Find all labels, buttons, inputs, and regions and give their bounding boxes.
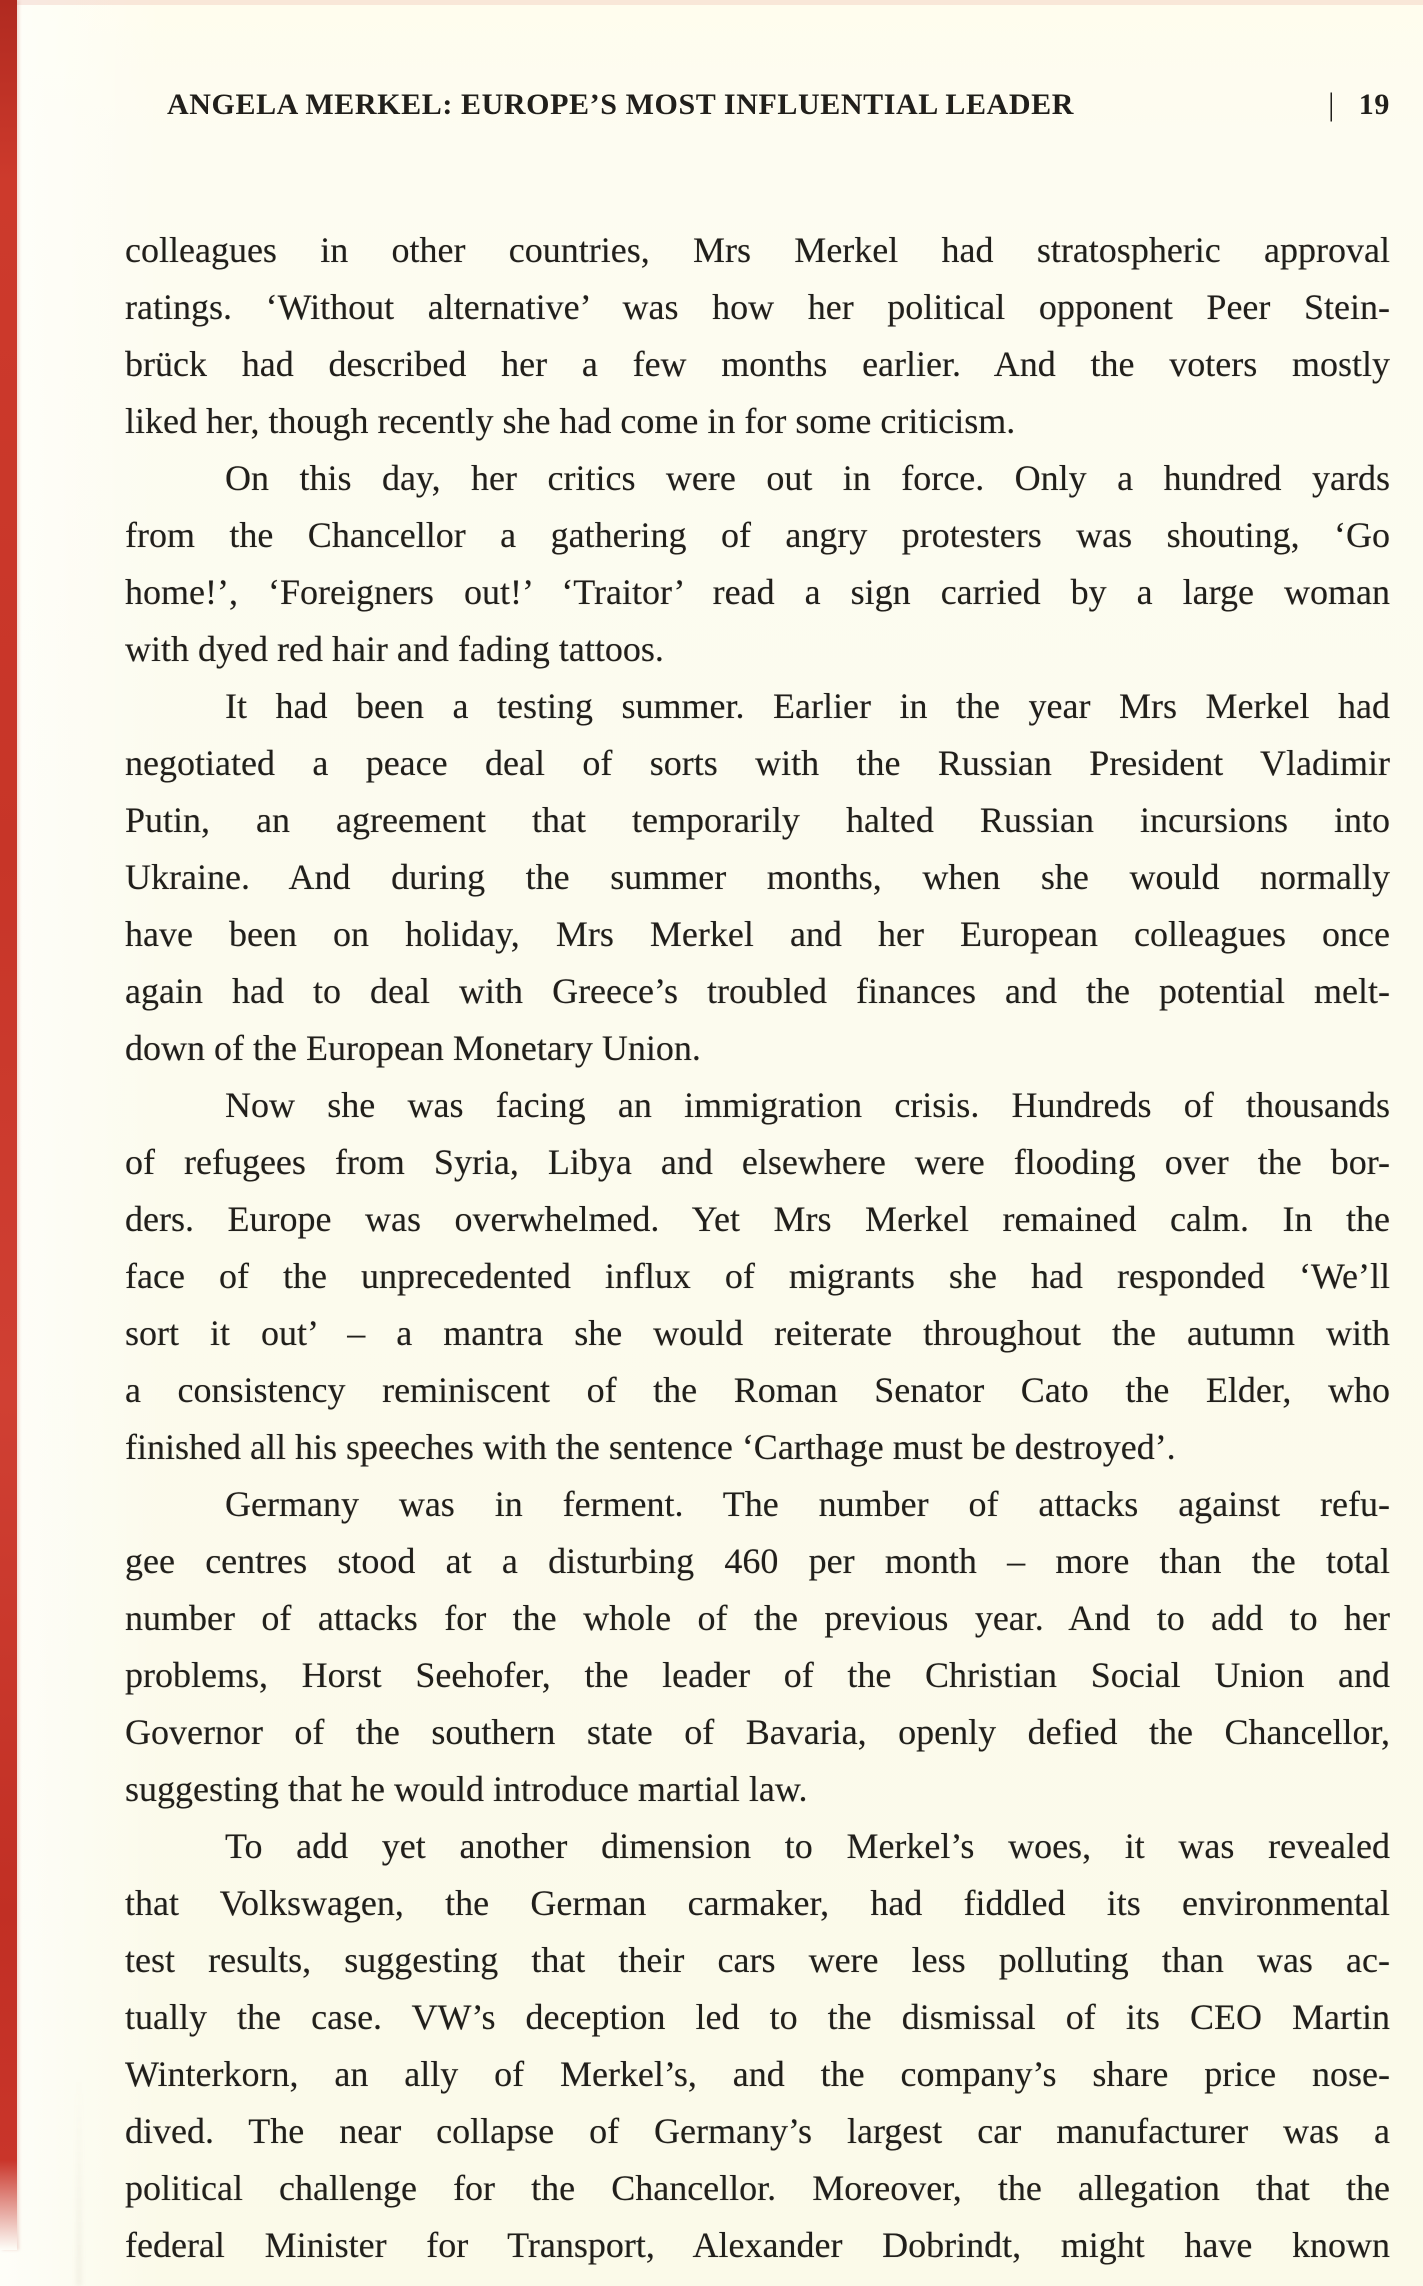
text-line: colleagues in other countries, Mrs Merkel had stratospheric approval (125, 230, 1390, 270)
text-line: To add yet another dimension to Merkel’s woes, it was revealed (225, 1826, 1390, 1866)
page-number-group (1328, 86, 1390, 124)
running-header-title: ANGELA MERKEL: EUROPE’S MOST INFLUENTIAL LEADER (167, 88, 1074, 121)
text-line: sort it out’ – a mantra she would reiterate throughout the autumn with (125, 1313, 1390, 1353)
page-body (125, 222, 1390, 2274)
text-line: home!’, ‘Foreigners out!’ ‘Traitor’ read a sign carried by a large woman (125, 572, 1390, 612)
text-line: tually the case. VW’s deception led to the dismissal of its CEO Martin (125, 1997, 1390, 2037)
text-line: dived. The near collapse of Germany’s largest car manufacturer was a (125, 2111, 1390, 2151)
running-header (125, 86, 1390, 124)
text-line: Winterkorn, an ally of Merkel’s, and the company’s share price nose- (125, 2054, 1390, 2094)
text-line: gee centres stood at a disturbing 460 per month – more than the total (125, 1541, 1390, 1581)
header-separator: | (1328, 87, 1335, 122)
text-line: problems, Horst Seehofer, the leader of the Christian Social Union and (125, 1655, 1390, 1695)
text-line: On this day, her critics were out in force. Only a hundred yards (225, 458, 1390, 498)
text-line: that Volkswagen, the German carmaker, had fiddled its environmental (125, 1883, 1390, 1923)
text-line: ratings. ‘Without alternative’ was how her political opponent Peer Stein- (125, 287, 1390, 327)
text-line: suggesting that he would introduce martial law. (125, 1769, 808, 1809)
text-line: ders. Europe was overwhelmed. Yet Mrs Merkel remained calm. In the (125, 1199, 1390, 1239)
text-line: Now she was facing an immigration crisis. Hundreds of thousands (225, 1085, 1390, 1125)
page-number: 19 (1358, 88, 1390, 121)
text-line: Germany was in ferment. The number of attacks against refu- (225, 1484, 1390, 1524)
text-line: have been on holiday, Mrs Merkel and her European colleagues once (125, 914, 1390, 954)
text-line: down of the European Monetary Union. (125, 1028, 701, 1068)
text-line: Putin, an agreement that temporarily halted Russian incursions into (125, 800, 1390, 840)
text-line: with dyed red hair and fading tattoos. (125, 629, 664, 669)
text-line: of refugees from Syria, Libya and elsewhere were flooding over the bor- (125, 1142, 1390, 1182)
text-line: Governor of the southern state of Bavaria, openly defied the Chancellor, (125, 1712, 1390, 1752)
text-line: brück had described her a few months earlier. And the voters mostly (125, 344, 1390, 384)
text-line: again had to deal with Greece’s troubled finances and the potential melt- (125, 971, 1390, 1011)
text-line: number of attacks for the whole of the previous year. And to add to her (125, 1598, 1390, 1638)
text-line: negotiated a peace deal of sorts with the Russian President Vladimir (125, 743, 1390, 783)
text-line: finished all his speeches with the sentence ‘Carthage must be destroyed’. (125, 1427, 1176, 1467)
text-line: test results, suggesting that their cars were less polluting than was ac- (125, 1940, 1390, 1980)
text-line: face of the unprecedented influx of migrants she had responded ‘We’ll (125, 1256, 1390, 1296)
text-line: political challenge for the Chancellor. Moreover, the allegation that the (125, 2168, 1390, 2208)
text-line: federal Minister for Transport, Alexander Dobrindt, might have known (125, 2225, 1390, 2265)
text-line: from the Chancellor a gathering of angry protesters was shouting, ‘Go (125, 515, 1390, 555)
text-line: liked her, though recently she had come in for some criticism. (125, 401, 1016, 441)
text-line: a consistency reminiscent of the Roman Senator Cato the Elder, who (125, 1370, 1390, 1410)
text-line: It had been a testing summer. Earlier in the year Mrs Merkel had (225, 686, 1390, 726)
text-line: Ukraine. And during the summer months, when she would normally (125, 857, 1390, 897)
